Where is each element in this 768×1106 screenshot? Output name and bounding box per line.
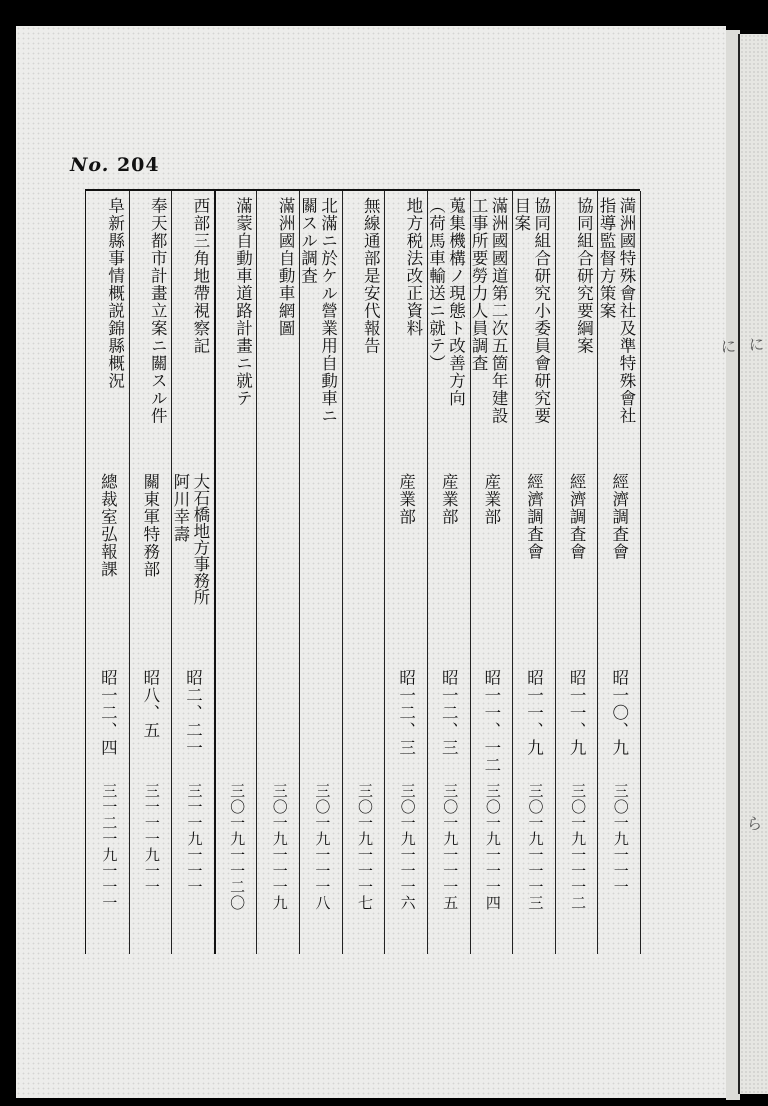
table-row: [86, 191, 130, 954]
row-title: （荷馬車輸送ニ就テ）: [426, 197, 446, 372]
row-title: 滿洲國自動車網圖: [276, 197, 296, 337]
row-date: 昭一〇、九: [609, 669, 629, 757]
row-title: 滿蒙自動車道路計畫ニ就テ: [233, 197, 253, 407]
table-row: [597, 191, 641, 954]
table-row: [384, 191, 428, 954]
catalog-table: [85, 189, 640, 954]
row-catalog-number: 三〇一九一一一三: [526, 783, 545, 911]
row-catalog-number: 三〇一九一一二〇: [228, 783, 247, 911]
table-row: [214, 191, 258, 954]
row-catalog-number: 三〇一九一一一七: [356, 783, 374, 911]
row-title: 無線通部是安代報告: [361, 197, 381, 355]
row-date: 昭八、五: [140, 669, 160, 739]
row-title: 協同組合研究小委員會研究要: [531, 197, 551, 425]
row-department: 阿川幸壽: [170, 473, 190, 543]
document-number-prefix: No.: [70, 154, 110, 176]
table-row: [129, 191, 173, 954]
row-catalog-number: 三〇一九一一一四: [483, 783, 502, 911]
row-catalog-number: 三〇一九一一一九: [270, 783, 289, 911]
table-row: [427, 191, 471, 954]
row-catalog-number: 三一一九一一一: [185, 783, 204, 895]
row-catalog-number: 三〇一九一一一二: [569, 783, 588, 911]
row-title: 地方税法改正資料: [403, 197, 423, 337]
row-date: 昭一二、四: [98, 669, 118, 757]
side-mark: ら: [744, 815, 763, 831]
row-title: 目案: [511, 197, 531, 232]
table-row: [512, 191, 556, 954]
row-title: 北滿ニ於ケル營業用自動車ニ: [318, 197, 338, 425]
document-number: [70, 154, 160, 176]
row-department: 産業部: [396, 473, 416, 526]
row-department: 經濟調査會: [609, 473, 629, 561]
row-catalog-number: 三〇一九一一一六: [398, 783, 417, 911]
side-mark: に: [746, 336, 765, 352]
row-catalog-number: 三一二一九一一一: [100, 783, 119, 911]
row-title: 阜新縣事情概説錦縣概況: [105, 197, 125, 390]
row-date: 昭一一、九: [567, 669, 587, 757]
row-title: 西部三角地帶視察記: [190, 197, 210, 355]
row-date: 昭一一、一二: [481, 669, 501, 774]
row-title: 工事所要勞力人員調査: [469, 197, 489, 372]
side-mark: に: [718, 338, 737, 354]
table-row: [470, 191, 514, 954]
table-row: [299, 191, 343, 954]
row-date: 昭一二、三: [396, 669, 416, 757]
table-row: [171, 191, 216, 954]
row-title: 指導監督方策案: [596, 197, 616, 320]
next-page-edge: [740, 34, 768, 1094]
row-department: 産業部: [439, 473, 459, 526]
row-catalog-number: 三〇一九一一一八: [313, 783, 332, 911]
table-row: [256, 191, 300, 954]
row-title: 蒐集機構ノ現態ト改善方向: [446, 197, 466, 407]
table-row: [342, 191, 386, 954]
row-department: 産業部: [481, 473, 501, 526]
row-date: 昭一二、三: [439, 669, 459, 757]
row-title: 關スル調査: [298, 197, 318, 285]
row-title: 奉天都市計畫立案ニ關スル件: [148, 197, 168, 425]
row-department: 關東軍特務部: [140, 473, 160, 578]
row-department: 經濟調査會: [567, 473, 587, 561]
row-catalog-number: 三〇一九一一一: [611, 783, 630, 895]
row-catalog-number: 三〇一九一一一五: [441, 783, 460, 911]
row-department: 經濟調査會: [524, 473, 544, 561]
document-number-value: 204: [116, 154, 160, 176]
row-title: 滿洲國國道第二次五箇年建設: [489, 197, 509, 425]
row-catalog-number: 三一一一九一一: [142, 783, 161, 895]
row-department: 總裁室弘報課: [98, 473, 118, 578]
row-title: 協同組合研究要綱案: [574, 197, 594, 355]
row-date: 昭二、二一: [183, 669, 203, 757]
row-department: 大石橋地方事務所: [190, 473, 210, 605]
table-row: [555, 191, 599, 954]
row-date: 昭一一、九: [524, 669, 544, 757]
row-title: 満洲國特殊會社及準特殊會社: [616, 197, 636, 425]
